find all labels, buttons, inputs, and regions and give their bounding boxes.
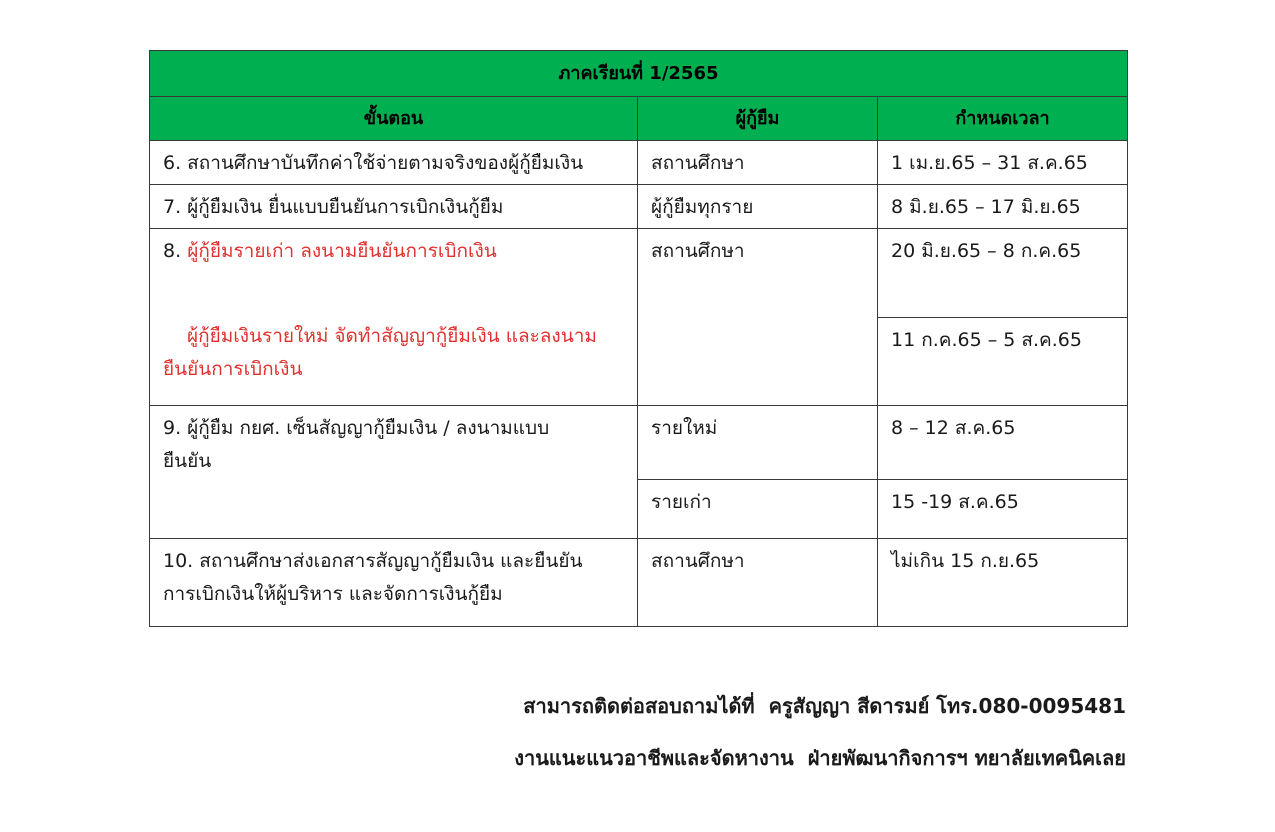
contact-prefix: สามารถติดต่อสอบถามได้ที่: [523, 694, 755, 718]
contact-department: งานแนะแนวอาชีพและจัดหางาน: [514, 746, 794, 770]
borrower-9-old: รายเก่า: [651, 491, 712, 513]
step-9: [150, 406, 637, 482]
borrower-10: สถานศึกษา: [651, 550, 745, 572]
schedule-8-new: 11 ก.ค.65 – 5 ส.ค.65: [891, 329, 1082, 351]
table-row: [150, 539, 1128, 627]
step-6: 6. สถานศึกษาบันทึกค่าใช้จ่ายตามจริงของผู้กู้ยืมเงิน: [163, 152, 584, 174]
table-row: [150, 141, 1128, 185]
borrower-7: ผู้กู้ยืมทุกราย: [651, 196, 754, 218]
step-10-line1: 10. สถานศึกษาส่งเอกสารสัญญากู้ยืมเงิน และยืนยัน: [163, 550, 583, 572]
schedule-10: ไม่เกิน 15 ก.ย.65: [891, 550, 1040, 572]
schedule-9-new: 8 – 12 ส.ค.65: [891, 417, 1016, 439]
schedule-6: 1 เม.ย.65 – 31 ส.ค.65: [891, 152, 1088, 174]
table-row: [150, 229, 1128, 318]
schedule-7: 8 มิ.ย.65 – 17 มิ.ย.65: [891, 196, 1081, 218]
contact-division: ฝ่ายพัฒนากิจการฯ ทยาลัยเทคนิคเลย: [807, 746, 1126, 770]
schedule-9-old: 15 -19 ส.ค.65: [891, 491, 1019, 513]
contact-line-2: [514, 742, 1126, 774]
loan-schedule-table: [149, 50, 1128, 627]
step-8-new-borrower-line2: ยืนยันการเบิกเงิน: [163, 358, 303, 380]
borrower-6: สถานศึกษา: [651, 152, 745, 174]
step-8: [150, 229, 637, 390]
step-10-line2: การเบิกเงินให้ผู้บริหาร และจัดการเงินกู้ยืม: [163, 583, 503, 605]
step-10: [150, 539, 637, 615]
contact-person: ครูสัญญา สีดารมย์ โทร.080-0095481: [768, 694, 1126, 718]
step-8-number: 8.: [163, 240, 182, 262]
semester-title: ภาคเรียนที่ 1/2565: [150, 51, 1128, 97]
step-7: 7. ผู้กู้ยืมเงิน ยื่นแบบยืนยันการเบิกเงินกู้ยืม: [163, 196, 504, 218]
header-borrower: ผู้กู้ยืม: [638, 97, 878, 141]
header-step: ขั้นตอน: [150, 97, 638, 141]
header-schedule: กำหนดเวลา: [878, 97, 1128, 141]
table-row: [150, 185, 1128, 229]
step-8-old-borrower: ผู้กู้ยืมรายเก่า ลงนามยืนยันการเบิกเงิน: [187, 240, 497, 262]
table-row: [150, 406, 1128, 480]
step-8-new-borrower-line1: ผู้กู้ยืมเงินรายใหม่ จัดทำสัญญากู้ยืมเงิน และลงนาม: [187, 325, 597, 347]
step-9-line1: 9. ผู้กู้ยืม กยศ. เซ็นสัญญากู้ยืมเงิน / ลงนามแบบ: [163, 417, 550, 439]
borrower-9-new: รายใหม่: [651, 417, 718, 439]
schedule-8-old: 20 มิ.ย.65 – 8 ก.ค.65: [891, 240, 1082, 262]
contact-line-1: [523, 690, 1126, 722]
borrower-8: สถานศึกษา: [651, 240, 745, 262]
step-9-line2: ยืนยัน: [163, 450, 212, 472]
